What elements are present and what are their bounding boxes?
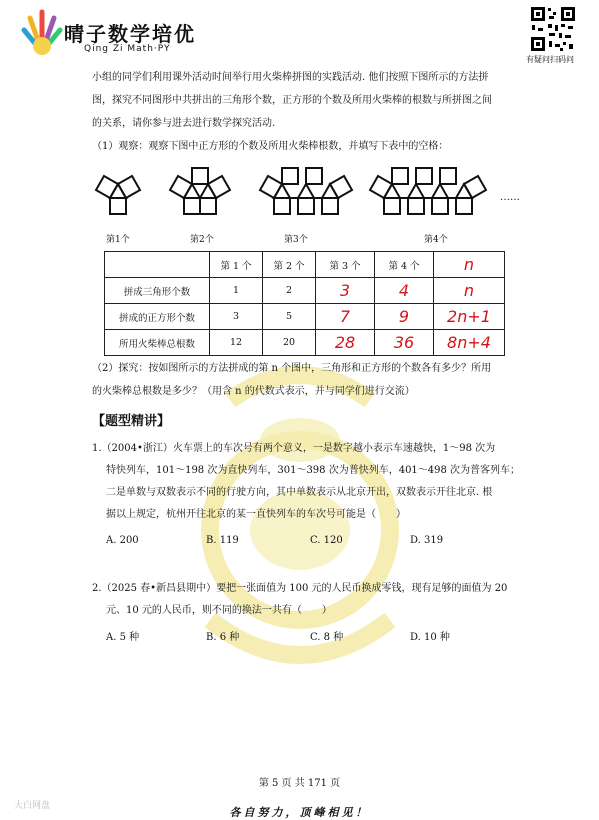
matchstick-figures xyxy=(88,160,528,230)
section-heading: 【题型精讲】 xyxy=(92,414,171,429)
cell: 5 xyxy=(263,304,316,330)
row-label: 拼成三角形个数 xyxy=(105,278,210,304)
q1-option-c: C. 120 xyxy=(310,535,343,546)
q1-line-2: 特快列车，101～198 次为直快列车，301～398 次为普快列车，401～498 次为普客列车； xyxy=(106,465,521,476)
header-col-3: 第 3 个 xyxy=(316,252,375,278)
handwritten-cell: 28 xyxy=(316,330,375,356)
header-col-2: 第 2 个 xyxy=(263,252,316,278)
q2-option-b: B. 6 种 xyxy=(206,632,240,643)
handwritten-cell: 7 xyxy=(316,304,375,330)
qr-code[interactable] xyxy=(530,6,576,52)
corner-watermark: 大白网盘 xyxy=(14,801,51,811)
part2-line-1: （2）探究：按如图所示的方法拼成的第 n 个图中，三角形和正方形的个数各有多少？所用 xyxy=(92,363,492,374)
qr-caption: 有疑问扫码问 xyxy=(526,55,574,64)
page-number: 第 5 页 共 171 页 xyxy=(258,778,341,789)
figure-label-2: 第2个 xyxy=(190,235,214,245)
figure-4 xyxy=(370,168,486,214)
intro-line-2: 图，探究不同图形中共拼出的三角形个数，正方形的个数及所用火柴棒的根数与所拼图之间 xyxy=(92,95,492,106)
handwritten-cell: 8n+4 xyxy=(434,330,505,356)
figure-1 xyxy=(96,176,140,214)
header-col-4: 第 4 个 xyxy=(375,252,434,278)
q2-option-c: C. 8 种 xyxy=(310,632,344,643)
row-label: 拼成的正方形个数 xyxy=(105,304,210,330)
header-col-1: 第 1 个 xyxy=(210,252,263,278)
handwritten-cell: 4 xyxy=(375,278,434,304)
handwritten-cell: 36 xyxy=(375,330,434,356)
q1-line-4: 据以上规定，杭州开往北京的某一直快列车的车次号可能是（ ） xyxy=(106,509,406,520)
figure-label-3: 第3个 xyxy=(284,235,308,245)
match-table xyxy=(104,251,505,356)
table-corner xyxy=(105,252,210,278)
handwritten-cell: 9 xyxy=(375,304,434,330)
table-row xyxy=(105,278,505,304)
cell: 3 xyxy=(210,304,263,330)
q2-line-2: 元、10 元的人民币，则不同的换法一共有（ ） xyxy=(106,605,332,616)
motto: 各自努力，顶峰相见！ xyxy=(229,806,370,819)
handwritten-cell: 3 xyxy=(316,278,375,304)
table-header-row xyxy=(105,252,505,278)
table-row xyxy=(105,330,505,356)
q1-line-1: 1.（2004•浙江）火车票上的车次号有两个意义，一是数字越小表示车速越快，1～98 次为 xyxy=(92,443,496,454)
figure-2 xyxy=(170,168,230,214)
figure-3 xyxy=(260,168,352,214)
brand-subtitle: Qing Zi Math·PY xyxy=(84,44,171,54)
q1-option-b: B. 119 xyxy=(206,535,239,546)
cell: 20 xyxy=(263,330,316,356)
cell: 12 xyxy=(210,330,263,356)
handwritten-cell: 2n+1 xyxy=(434,304,505,330)
intro-line-1: 小组的同学们利用课外活动时间举行用火柴棒拼图的实践活动. 他们按照下图所示的方法拼 xyxy=(92,72,489,83)
row-label: 所用火柴棒总根数 xyxy=(105,330,210,356)
q1-option-a: A. 200 xyxy=(106,535,139,546)
cell: 2 xyxy=(263,278,316,304)
q2-line-1: 2.（2025 春•新昌县期中）要把一张面值为 100 元的人民币换成零钱，现有足够的面值为 20 xyxy=(92,583,508,594)
q1-option-d: D. 319 xyxy=(410,535,444,546)
table-row xyxy=(105,304,505,330)
intro-line-3: 的关系，请你参与进去进行数学探究活动. xyxy=(92,118,276,129)
q1-line-3: 二是单数与双数表示不同的行驶方向，其中单数表示从北京开出，双数表示开往北京. 根 xyxy=(106,487,493,498)
brand-name: 晴子数学培优 xyxy=(64,22,196,46)
part2-line-2: 的火柴棒总根数是多少？（用含 n 的代数式表示，并与同学们进行交流） xyxy=(92,386,415,397)
brand-logo xyxy=(18,8,66,60)
figure-label-1: 第1个 xyxy=(106,235,130,245)
cell: 1 xyxy=(210,278,263,304)
handwritten-cell: n xyxy=(434,278,505,304)
figure-ellipsis: …… xyxy=(500,192,520,203)
header-col-n: n xyxy=(434,252,505,278)
figure-label-4: 第4个 xyxy=(424,235,448,245)
q2-option-a: A. 5 种 xyxy=(106,632,140,643)
intro-line-4: （1）观察：观察下图中正方形的个数及所用火柴棒根数，并填写下表中的空格： xyxy=(92,141,449,152)
q2-option-d: D. 10 种 xyxy=(410,632,450,643)
